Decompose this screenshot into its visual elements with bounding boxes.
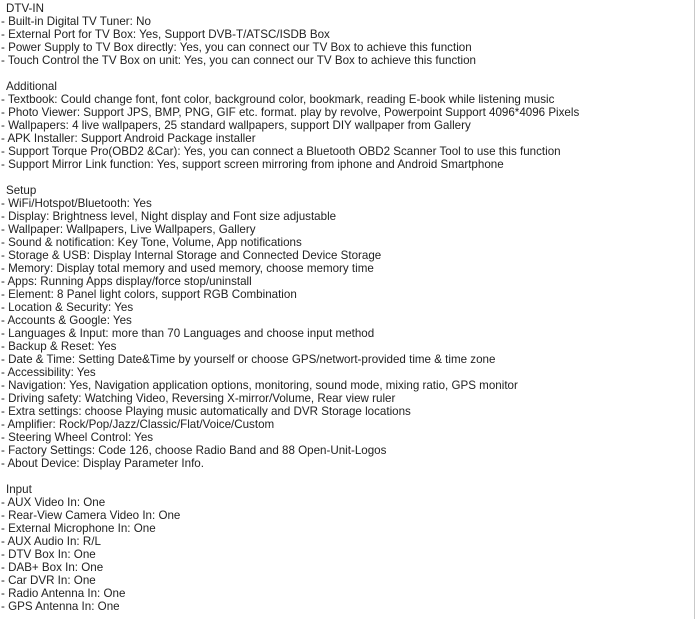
- spec-line: - Amplifier: Rock/Pop/Jazz/Classic/Flat/Voice/Custom: [1, 418, 275, 431]
- spec-line: - External Microphone In: One: [1, 522, 156, 535]
- section-heading: Input: [6, 483, 32, 496]
- spec-line: - AUX Video In: One: [1, 496, 106, 509]
- spec-line: - Textbook: Could change font, font color, background color, bookmark, reading E-book while listening music: [1, 93, 555, 106]
- section-heading: Setup: [6, 184, 37, 197]
- spec-line: - Support Mirror Link function: Yes, support screen mirroring from iphone and Android Smartphone: [1, 158, 504, 171]
- section-spacer: [0, 67, 690, 80]
- spec-line: - Backup & Reset: Yes: [1, 340, 117, 353]
- section-heading: Additional: [6, 80, 57, 93]
- spec-line: - APK Installer: Support Android Package installer: [1, 132, 256, 145]
- spec-line: - WiFi/Hotspot/Bluetooth: Yes: [1, 197, 152, 210]
- spec-line: - Car DVR In: One: [1, 574, 96, 587]
- spec-line: - Accessibility: Yes: [1, 366, 96, 379]
- spec-line: - Factory Settings: Code 126, choose Radio Band and 88 Open-Unit-Logos: [1, 444, 387, 457]
- spec-line: - Support Torque Pro(OBD2 &Car): Yes, you can connect a Bluetooth OBD2 Scanner Tool to use this function: [1, 145, 561, 158]
- spec-line: - Photo Viewer: Support JPS, BMP, PNG, GIF etc. format. play by revolve, Powerpoint Support 4096*4096 Pixels: [1, 106, 580, 119]
- section-additional: [0, 80, 690, 171]
- spec-line: - Sound & notification: Key Tone, Volume, App notifications: [1, 236, 302, 249]
- spec-line: - AUX Audio In: R/L: [1, 535, 101, 548]
- spec-line: - Power Supply to TV Box directly: Yes, you can connect our TV Box to achieve this function: [1, 41, 472, 54]
- spec-line: - DAB+ Box In: One: [1, 561, 104, 574]
- spec-line: - GPS Antenna In: One: [1, 600, 120, 613]
- spec-line: - Accounts & Google: Yes: [1, 314, 132, 327]
- spec-line: - Steering Wheel Control: Yes: [1, 431, 154, 444]
- spec-line: - Languages & Input: more than 70 Languages and choose input method: [1, 327, 375, 340]
- section-heading: DTV-IN: [6, 2, 45, 15]
- section-setup: [0, 184, 690, 470]
- spec-line: - Navigation: Yes, Navigation application options, monitoring, sound mode, mixing ratio, GPS monitor: [1, 379, 518, 392]
- spec-line: - Touch Control the TV Box on unit: Yes, you can connect our TV Box to achieve this function: [1, 54, 476, 67]
- section-spacer: [0, 470, 690, 483]
- spec-line: - DTV Box In: One: [1, 548, 96, 561]
- spec-line: - Display: Brightness level, Night display and Font size adjustable: [1, 210, 337, 223]
- spec-line: - Rear-View Camera Video In: One: [1, 509, 181, 522]
- spec-line: - Memory: Display total memory and used memory, choose memory time: [1, 262, 374, 275]
- spec-line: - Wallpaper: Wallpapers, Live Wallpapers, Gallery: [1, 223, 256, 236]
- spec-line: - About Device: Display Parameter Info.: [1, 457, 204, 470]
- spec-line: - Location & Security: Yes: [1, 301, 134, 314]
- spec-line: - Wallpapers: 4 live wallpapers, 25 standard wallpapers, support DIY wallpaper from Gallery: [1, 119, 471, 132]
- spec-content: [0, 2, 690, 613]
- spec-line: - Extra settings: choose Playing music automatically and DVR Storage locations: [1, 405, 411, 418]
- spec-line: - Element: 8 Panel light colors, support RGB Combination: [1, 288, 297, 301]
- section-spacer: [0, 171, 690, 184]
- spec-line: - Built-in Digital TV Tuner: No: [1, 15, 151, 28]
- spec-line: - Radio Antenna In: One: [1, 587, 126, 600]
- spec-line: - Driving safety: Watching Video, Reversing X-mirror/Volume, Rear view ruler: [1, 392, 396, 405]
- spec-line: - Date & Time: Setting Date&Time by yourself or choose GPS/networt-provided time & time zone: [1, 353, 496, 366]
- section-dtv-in: [0, 2, 690, 67]
- spec-line: - Apps: Running Apps display/force stop/uninstall: [1, 275, 252, 288]
- spec-line: - External Port for TV Box: Yes, Support DVB-T/ATSC/ISDB Box: [1, 28, 330, 41]
- section-input: [0, 483, 690, 613]
- spec-line: - Storage & USB: Display Internal Storage and Connected Device Storage: [1, 249, 382, 262]
